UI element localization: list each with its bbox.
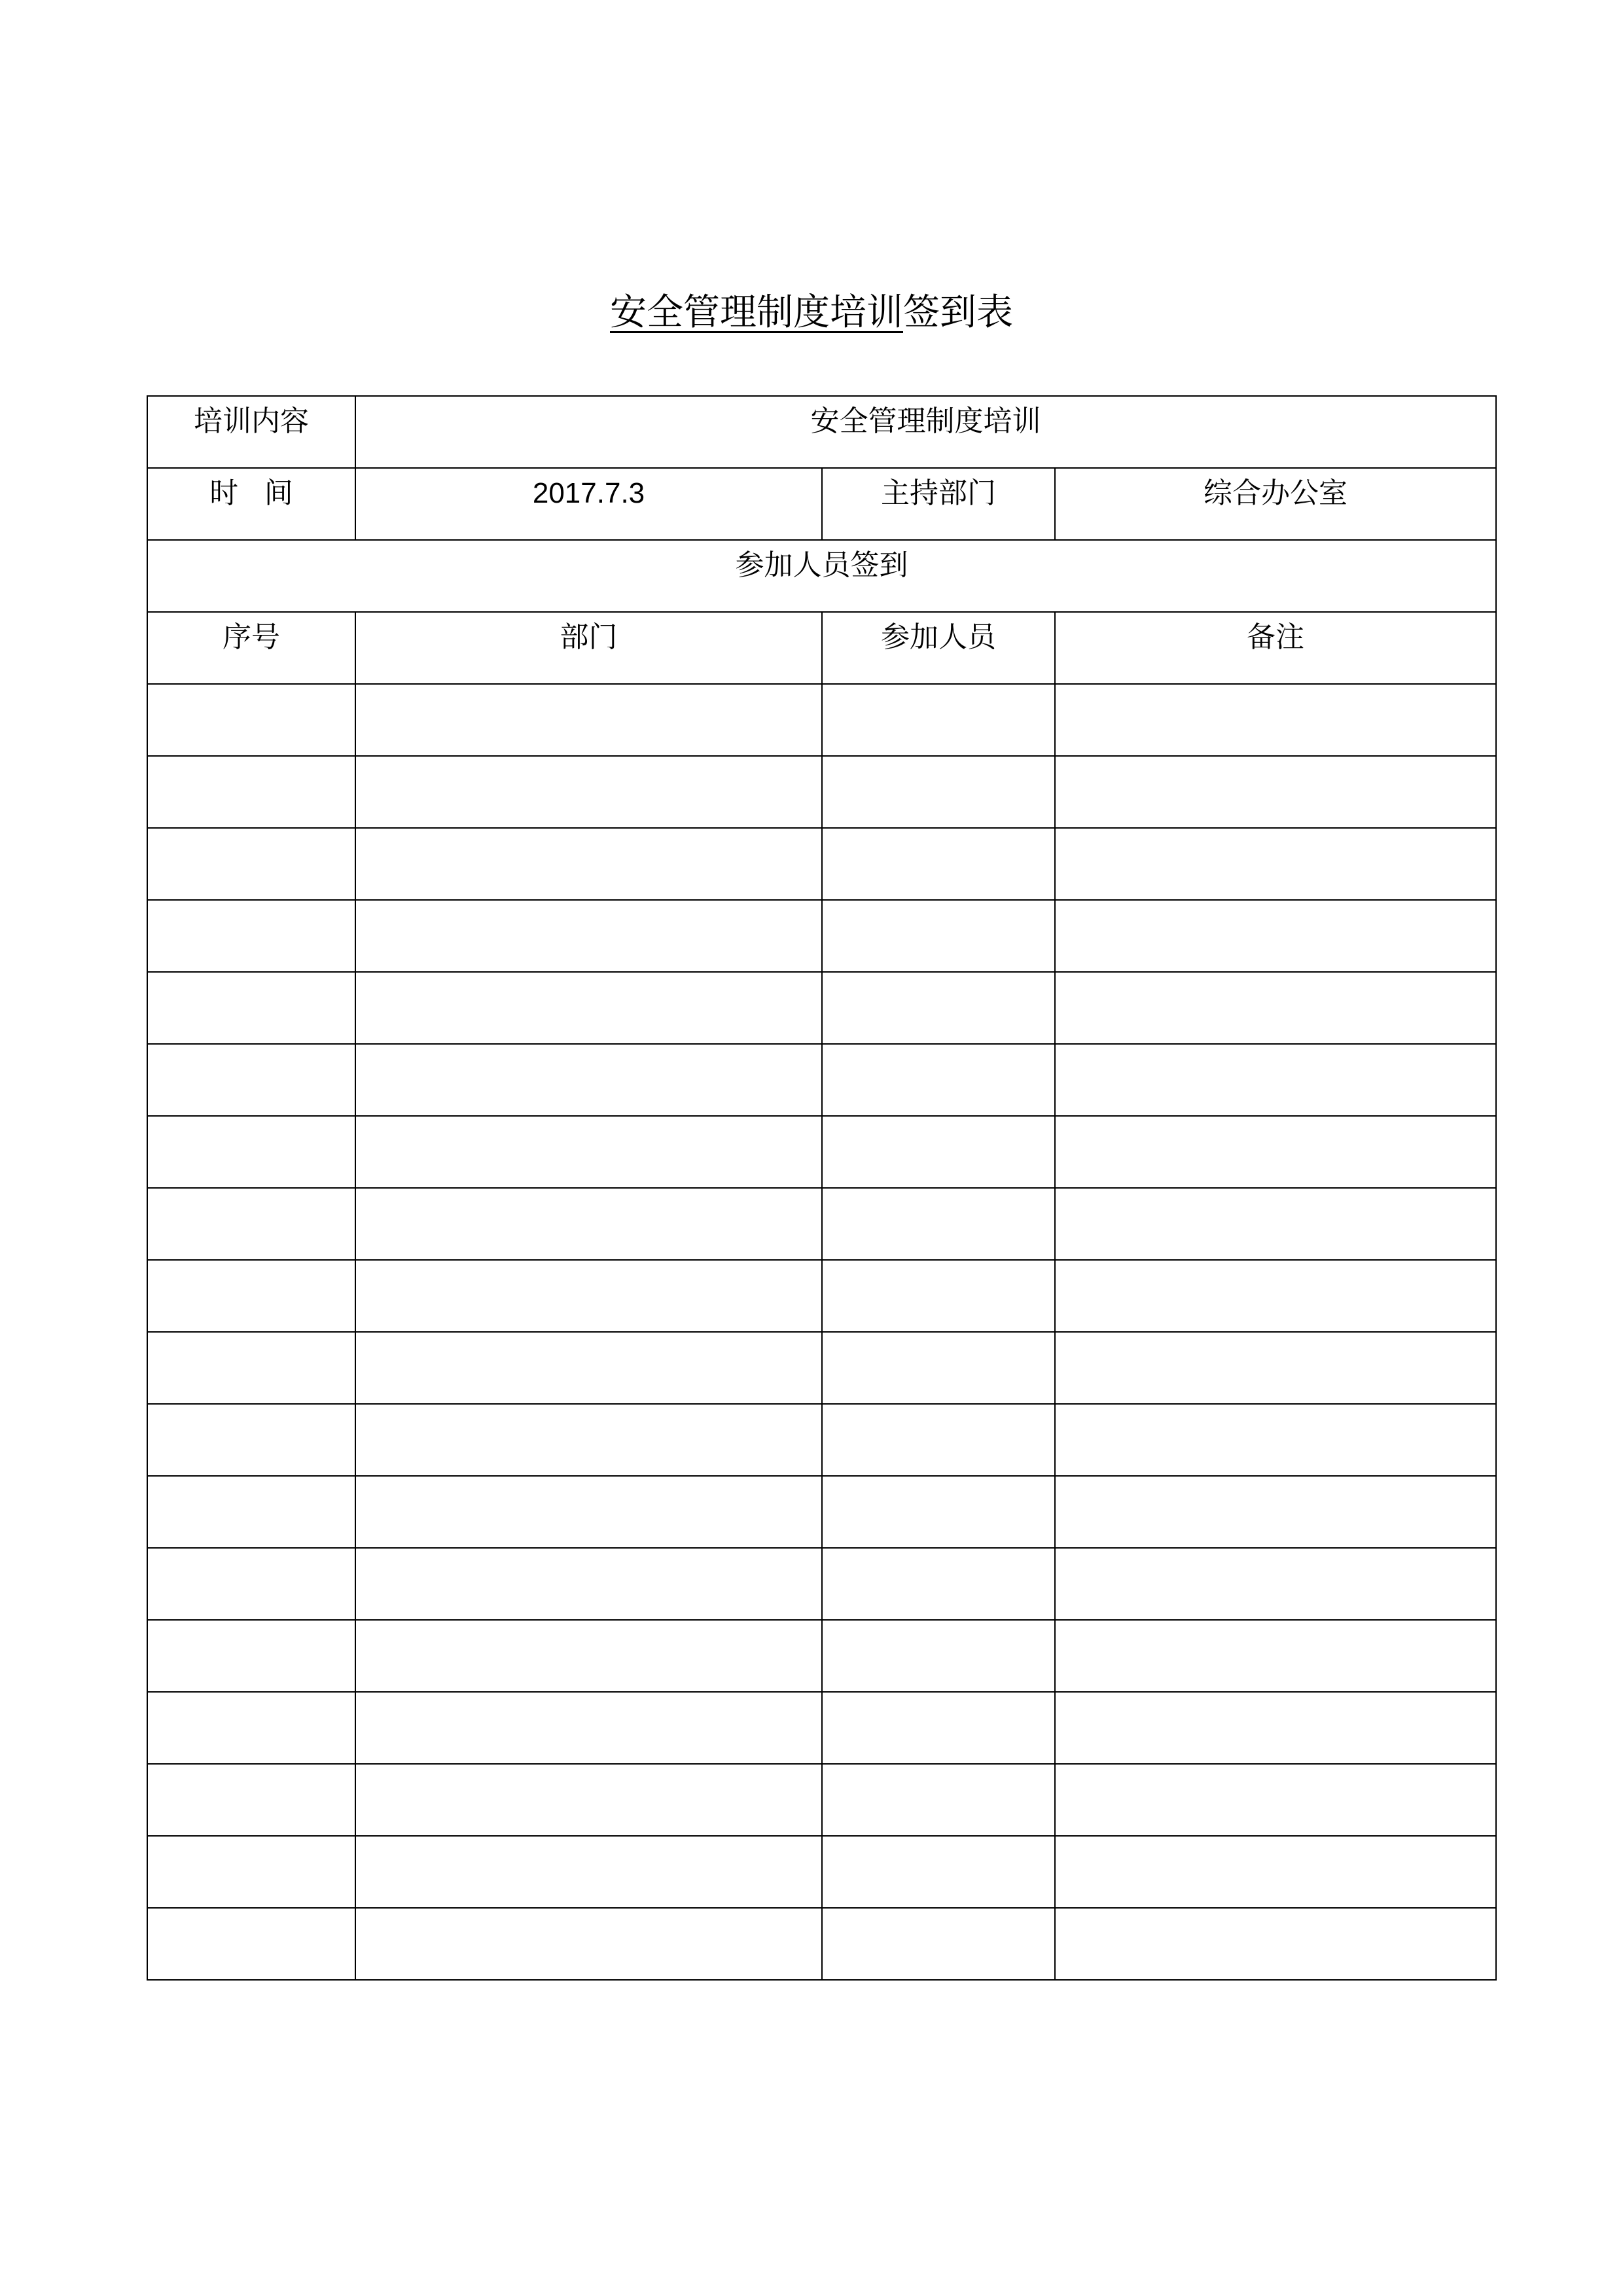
table-row <box>147 1548 1496 1620</box>
seq-cell[interactable] <box>147 1188 355 1260</box>
seq-cell[interactable] <box>147 1476 355 1548</box>
seq-cell[interactable] <box>147 900 355 972</box>
seq-cell[interactable] <box>147 1548 355 1620</box>
table-row <box>147 1332 1496 1404</box>
remark-cell[interactable] <box>1055 1908 1496 1980</box>
table-row <box>147 900 1496 972</box>
attendee-cell[interactable] <box>822 1476 1055 1548</box>
attendee-cell[interactable] <box>822 1404 1055 1476</box>
title-underlined-part: 安全管理制度培训 <box>610 291 903 334</box>
form-header-rows <box>147 396 1496 684</box>
table-row <box>147 1908 1496 1980</box>
seq-cell[interactable] <box>147 684 355 756</box>
remark-cell[interactable] <box>1055 1188 1496 1260</box>
table-row <box>147 1620 1496 1692</box>
seq-cell[interactable] <box>147 1692 355 1764</box>
dept-cell[interactable] <box>355 756 822 828</box>
seq-cell[interactable] <box>147 828 355 900</box>
dept-cell[interactable] <box>355 1908 822 1980</box>
remark-cell[interactable] <box>1055 1692 1496 1764</box>
training-content-row <box>147 396 1496 468</box>
attendee-cell[interactable] <box>822 972 1055 1044</box>
remark-cell[interactable] <box>1055 972 1496 1044</box>
seq-cell[interactable] <box>147 1836 355 1908</box>
table-row <box>147 1188 1496 1260</box>
signin-form-table <box>147 395 1497 1981</box>
attendee-cell[interactable] <box>822 1260 1055 1332</box>
column-header-dept: 部门 <box>355 612 822 684</box>
dept-cell[interactable] <box>355 1044 822 1116</box>
seq-cell[interactable] <box>147 1332 355 1404</box>
page-title <box>0 287 1623 339</box>
host-dept-value: 综合办公室 <box>1055 468 1496 540</box>
remark-cell[interactable] <box>1055 1548 1496 1620</box>
table-row <box>147 1836 1496 1908</box>
remark-cell[interactable] <box>1055 1116 1496 1188</box>
column-header-remark: 备注 <box>1055 612 1496 684</box>
host-dept-label: 主持部门 <box>822 468 1055 540</box>
dept-cell[interactable] <box>355 900 822 972</box>
dept-cell[interactable] <box>355 1548 822 1620</box>
table-row <box>147 756 1496 828</box>
attendee-cell[interactable] <box>822 1692 1055 1764</box>
dept-cell[interactable] <box>355 1836 822 1908</box>
dept-cell[interactable] <box>355 1116 822 1188</box>
training-content-label: 培训内容 <box>147 396 355 468</box>
seq-cell[interactable] <box>147 756 355 828</box>
seq-cell[interactable] <box>147 972 355 1044</box>
attendee-cell[interactable] <box>822 900 1055 972</box>
table-row <box>147 1260 1496 1332</box>
title-rest-part: 签到表 <box>903 291 1013 334</box>
dept-cell[interactable] <box>355 684 822 756</box>
column-header-seq: 序号 <box>147 612 355 684</box>
attendee-cell[interactable] <box>822 756 1055 828</box>
remark-cell[interactable] <box>1055 1332 1496 1404</box>
dept-cell[interactable] <box>355 1476 822 1548</box>
dept-cell[interactable] <box>355 1260 822 1332</box>
attendee-cell[interactable] <box>822 1764 1055 1836</box>
dept-cell[interactable] <box>355 1764 822 1836</box>
seq-cell[interactable] <box>147 1764 355 1836</box>
remark-cell[interactable] <box>1055 756 1496 828</box>
seq-cell[interactable] <box>147 1404 355 1476</box>
seq-cell[interactable] <box>147 1044 355 1116</box>
attendee-cell[interactable] <box>822 1620 1055 1692</box>
table-row <box>147 1044 1496 1116</box>
table-row <box>147 1116 1496 1188</box>
remark-cell[interactable] <box>1055 1620 1496 1692</box>
table-row <box>147 1404 1496 1476</box>
attendee-cell[interactable] <box>822 1548 1055 1620</box>
column-header-attendee: 参加人员 <box>822 612 1055 684</box>
table-row <box>147 828 1496 900</box>
dept-cell[interactable] <box>355 1692 822 1764</box>
remark-cell[interactable] <box>1055 900 1496 972</box>
remark-cell[interactable] <box>1055 1404 1496 1476</box>
attendee-cell[interactable] <box>822 1836 1055 1908</box>
table-row <box>147 1764 1496 1836</box>
time-label: 时间 <box>147 468 355 540</box>
remark-cell[interactable] <box>1055 1260 1496 1332</box>
dept-cell[interactable] <box>355 1188 822 1260</box>
remark-cell[interactable] <box>1055 828 1496 900</box>
attendee-cell[interactable] <box>822 1044 1055 1116</box>
signin-section-label: 参加人员签到 <box>147 540 1496 612</box>
signin-rows <box>147 684 1496 1980</box>
remark-cell[interactable] <box>1055 1044 1496 1116</box>
column-header-row <box>147 612 1496 684</box>
seq-cell[interactable] <box>147 1908 355 1980</box>
training-content-value: 安全管理制度培训 <box>355 396 1496 468</box>
remark-cell[interactable] <box>1055 1764 1496 1836</box>
table-row <box>147 972 1496 1044</box>
time-value: 2017.7.3 <box>355 468 822 540</box>
attendee-cell[interactable] <box>822 1116 1055 1188</box>
dept-cell[interactable] <box>355 1620 822 1692</box>
dept-cell[interactable] <box>355 972 822 1044</box>
attendee-cell[interactable] <box>822 1332 1055 1404</box>
remark-cell[interactable] <box>1055 684 1496 756</box>
seq-cell[interactable] <box>147 1620 355 1692</box>
remark-cell[interactable] <box>1055 1476 1496 1548</box>
signin-section-row <box>147 540 1496 612</box>
table-row <box>147 1692 1496 1764</box>
attendee-cell[interactable] <box>822 684 1055 756</box>
table-row <box>147 684 1496 756</box>
dept-cell[interactable] <box>355 1332 822 1404</box>
seq-cell[interactable] <box>147 1260 355 1332</box>
table-row <box>147 1476 1496 1548</box>
dept-cell[interactable] <box>355 1404 822 1476</box>
time-row <box>147 468 1496 540</box>
attendee-cell[interactable] <box>822 1908 1055 1980</box>
attendee-cell[interactable] <box>822 1188 1055 1260</box>
dept-cell[interactable] <box>355 828 822 900</box>
remark-cell[interactable] <box>1055 1836 1496 1908</box>
attendee-cell[interactable] <box>822 828 1055 900</box>
seq-cell[interactable] <box>147 1116 355 1188</box>
